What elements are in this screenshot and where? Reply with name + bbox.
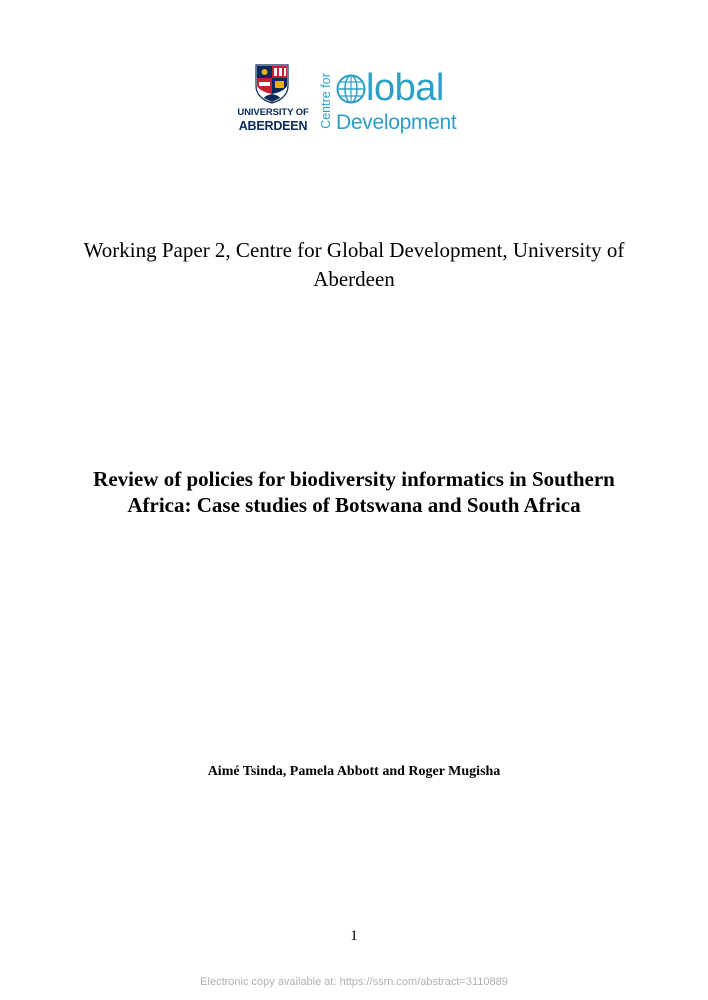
authors-line: Aimé Tsinda, Pamela Abbott and Roger Mugisha xyxy=(207,764,501,779)
global-label: lobal xyxy=(366,67,444,109)
development-label: Development xyxy=(336,111,457,134)
working-paper-heading: Working Paper 2, Centre for Global Development, University of Aberdeen xyxy=(83,238,625,291)
global-wordmark xyxy=(336,66,482,110)
header-logos xyxy=(232,62,482,140)
ssrn-footer-note: Electronic copy available at: https://ssrn.com/abstract=3110889 xyxy=(200,976,508,988)
university-of-aberdeen-logo xyxy=(232,62,314,140)
page-number: 1 xyxy=(350,928,358,944)
university-of-label: UNIVERSITY OF xyxy=(237,107,309,118)
centre-for-vertical-label: Centre for xyxy=(319,73,333,129)
aberdeen-label: ABERDEEN xyxy=(238,119,308,133)
globe-icon xyxy=(336,74,366,104)
aberdeen-crest-icon xyxy=(255,64,289,104)
paper-title: Review of policies for biodiversity informatics in Southern Africa: Case studies of Botswana and South Africa xyxy=(93,467,615,517)
